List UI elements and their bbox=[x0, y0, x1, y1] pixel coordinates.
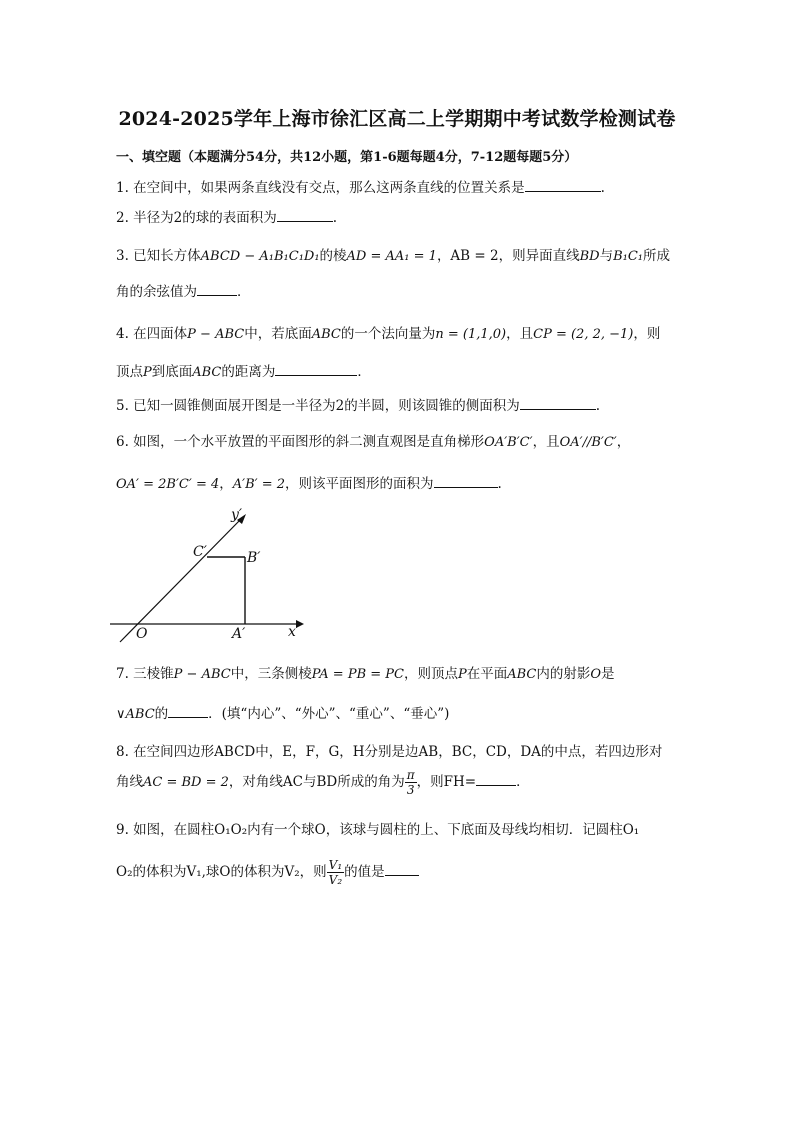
answer-blank bbox=[168, 705, 208, 718]
math-expression: PA = PB = PC bbox=[311, 667, 404, 682]
question-8: 8. 在空间四边形ABCD中，E，F，G，H分别是边AB，BC，CD，DA的中点，若四边形对 bbox=[116, 744, 663, 760]
math-expression: n = (1,1,0) bbox=[435, 327, 507, 342]
point-b-label: B′ bbox=[247, 550, 261, 566]
answer-blank bbox=[520, 397, 596, 410]
math-expression: OA′B′C′ bbox=[484, 435, 533, 450]
answer-blank bbox=[197, 283, 237, 296]
math-expression: CP = (2, 2, −1) bbox=[533, 327, 634, 342]
question-3-line-2: 角的余弦值为 ． bbox=[116, 284, 251, 300]
math-expression: B₁C₁ bbox=[613, 249, 644, 264]
math-expression: AD = AA₁ = 1 bbox=[346, 249, 437, 264]
question-6: 6. 如图，一个水平放置的平面图形的斜二测直观图是直角梯形OA′B′C′，且OA′//B′C′， bbox=[116, 434, 631, 450]
question-7: 7. 三棱锥P − ABC中，三条侧棱PA = PB = PC，则顶点P在平面ABC内的射影O是 bbox=[116, 666, 615, 682]
math-expression: ∨ABC bbox=[116, 707, 155, 722]
question-3: 3. 已知长方体ABCD − A₁B₁C₁D₁的棱AD = AA₁ = 1，AB = 2，则异面直线BD与B₁C₁所成 bbox=[116, 248, 671, 264]
math-expression: ABCD − A₁B₁C₁D₁ bbox=[200, 249, 320, 264]
question-7-line-2: ∨ABC的 ．(填“内心”、“外心”、“重心”、“垂心”) bbox=[116, 706, 450, 722]
question-4: 4. 在四面体P − ABC中，若底面ABC的一个法向量为n = (1,1,0)，且CP = (2, 2, −1)，则 bbox=[116, 326, 661, 342]
origin-label: O bbox=[136, 626, 148, 642]
math-expression: OA′ = 2B′C′ = 4 bbox=[116, 477, 220, 492]
question-4-line-2: 顶点P到底面ABC的距离为 ． bbox=[116, 364, 371, 380]
math-expression: ABC bbox=[192, 365, 222, 380]
question-5: 5. 已知一圆锥侧面展开图是一半径为2的半圆，则该圆锥的侧面积为 . bbox=[116, 398, 601, 414]
fraction-pi-over-3: $\frac{\pi}{3}$ bbox=[406, 768, 415, 797]
math-expression: O bbox=[590, 667, 602, 682]
math-expression: P − ABC bbox=[173, 667, 231, 682]
y-axis-label: y′ bbox=[231, 507, 243, 523]
math-expression: P bbox=[457, 667, 467, 682]
answer-blank bbox=[277, 209, 333, 222]
math-expression: ABC bbox=[311, 327, 341, 342]
answer-blank bbox=[434, 475, 498, 488]
question-9: 9. 如图，在圆柱O₁O₂内有一个球O，该球与圆柱的上、下底面及母线均相切．记圆柱O₁ bbox=[116, 822, 640, 838]
math-expression: OA′//B′C′ bbox=[559, 435, 617, 450]
answer-blank bbox=[275, 363, 357, 376]
math-expression: ABC bbox=[507, 667, 537, 682]
question-9-line-2: O₂的体积为V₁,球O的体积为V₂，则 $\frac{\text{V₁}}{\text{V₂}}$ 的值是 bbox=[116, 858, 419, 887]
point-c-label: C′ bbox=[193, 544, 207, 560]
question-6-line-2: OA′ = 2B′C′ = 4，A′B′ = 2，则该平面图形的面积为 . bbox=[116, 476, 502, 492]
math-expression: A′B′ = 2 bbox=[232, 477, 286, 492]
answer-blank bbox=[525, 179, 601, 192]
question-1: 1. 在空间中，如果两条直线没有交点，那么这两条直线的位置关系是 . bbox=[116, 180, 605, 196]
math-expression: BD bbox=[579, 249, 600, 264]
section-heading: 一、填空题（本题满分54分，共12小题，第1-6题每题4分，7-12题每题5分） bbox=[116, 150, 578, 165]
answer-blank bbox=[385, 863, 419, 876]
oblique-projection-figure bbox=[106, 500, 316, 650]
math-expression: P − ABC bbox=[187, 327, 245, 342]
exam-title: 2024-2025学年上海市徐汇区高二上学期期中考试数学检测试卷 bbox=[118, 108, 676, 130]
math-expression: P bbox=[143, 365, 152, 380]
question-2: 2. 半径为2的球的表面积为 . bbox=[116, 210, 338, 226]
question-8-line-2: 角线AC = BD = 2，对角线AC与BD所成的角为 $\frac{\pi}{3}$ ，则FH= ． bbox=[116, 768, 530, 797]
answer-blank bbox=[476, 773, 516, 786]
point-a-label: A′ bbox=[232, 626, 246, 642]
fraction-v1-over-v2: $\frac{\text{V₁}}{\text{V₂}}$ bbox=[328, 858, 343, 887]
math-expression: AC = BD = 2 bbox=[143, 775, 229, 790]
x-axis-label: x′ bbox=[288, 624, 300, 640]
